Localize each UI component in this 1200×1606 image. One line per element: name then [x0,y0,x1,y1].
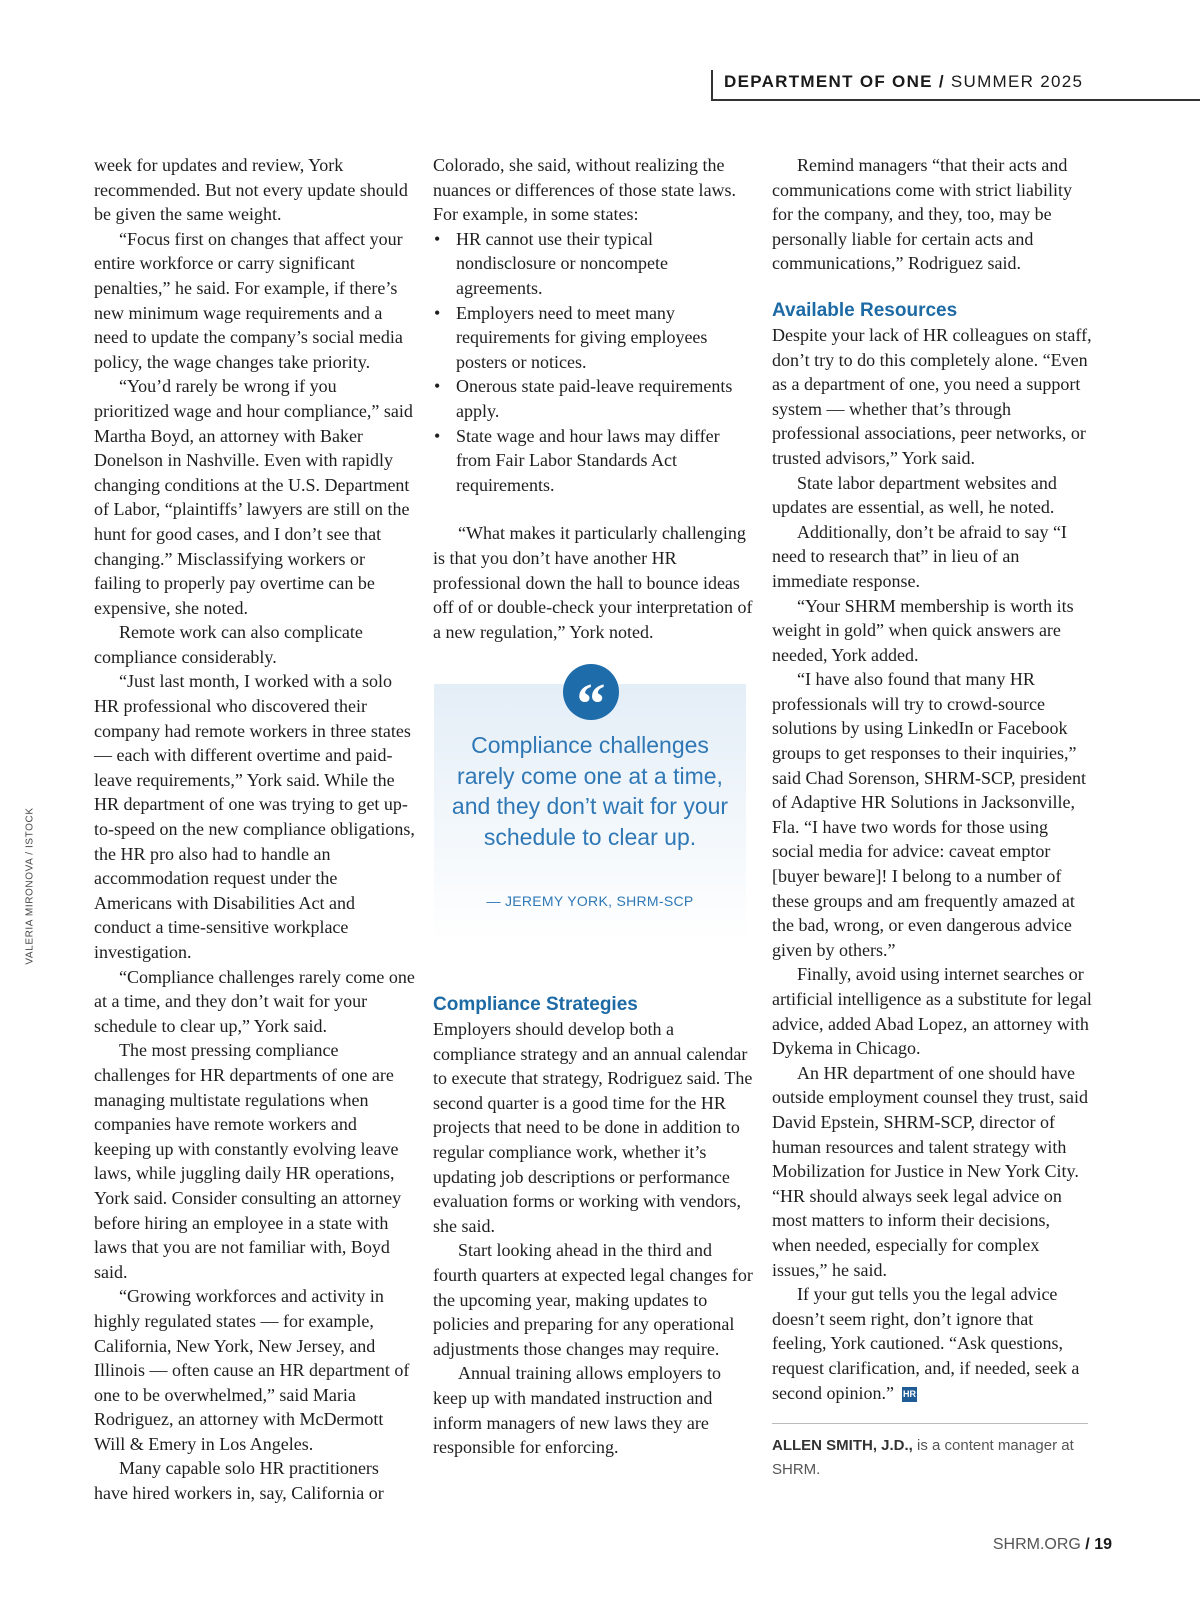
paragraph: Employers should develop both a compliance strategy and an annual calendar to execute that strategy, Rodriguez said. The second quarter is a good time for the HR projects that need to be done in addition to regular compliance work, whether it’s updating job descriptions or performance evaluation forms or working with vendors, she said. [433,1019,753,1236]
paragraph: “Growing workforces and activity in highly regulated states — for example, California, New York, New Jersey, and Illinois — often cause an HR department of one to be overwhelmed,” said Maria Rodriguez, an attorney with McDermott Will & Emery in Los Angeles. [94,1286,410,1454]
photo-credit-text: VALERIA MIRONOVA / ISTOCK [24,807,36,965]
paragraph: “I have also found that many HR professionals will try to crowd-source solutions by using LinkedIn or Facebook groups to get responses to their inquiries,” said Chad Sorenson, SHRM-SCP, president of Adaptive HR Solutions in Jacksonville, Fla. “I have two words for those using social media for advice: caveat emptor [buyer beware]! I belong to a number of these groups and am frequently amazed at the bad, wrong, or even dangerous advice given by others.” [772,669,1087,960]
paragraph: An HR department of one should have outside employment counsel they trust, said David Epstein, SHRM-SCP, director of human resources and talent strategy with Mobilization for Justice in New York City. “HR should always seek legal advice on most matters to inform their decisions, when needed, especially for complex issues,” he said. [772,1062,1088,1280]
author-bio [772,1434,1092,1482]
bio-divider [772,1423,1088,1424]
list-item: • Employers need to meet many requirements for giving employees posters or notices. [433,301,753,375]
paragraph: “Compliance challenges rarely come one at a time, and they don’t wait for your schedule to clear up,” York said. [94,966,415,1036]
section-heading: Available Resources [772,299,958,321]
article-column-3 [772,153,1092,1405]
header-divider-horizontal [711,99,1200,101]
footer-site: SHRM.ORG [992,1536,1081,1553]
paragraph: Remind managers “that their acts and communications come with strict liability for the company, and they, too, may be personally liable for certain acts and communications,” Rodriguez said. [772,155,1072,274]
article-column-1 [94,153,416,1506]
paragraph: “Focus first on changes that affect your entire workforce or carry significant penalties,” he said. For example, if there’s new minimum wage requirements and a need to update the company’s social media policy, the wage changes take priority. [94,228,403,372]
paragraph: “What makes it particularly challenging is that you don’t have another HR professional down the hall to bounce ideas off of or double-check your interpretation of a new regulation,” York noted. [433,523,753,642]
paragraph-last [772,1282,1092,1405]
paragraph: State labor department websites and updates are essential, as well, he noted. [772,472,1057,518]
list-item: • State wage and hour laws may differ from Fair Labor Standards Act requirements. [433,424,753,498]
paragraph: Colorado, she said, without realizing the nuances or differences of those state laws. For example, in some states: [433,155,737,225]
paragraph: Additionally, don’t be afraid to say “I need to research that” in lieu of an immediate response. [772,521,1067,591]
list-item: • HR cannot use their typical nondisclosure or noncompete agreements. [433,227,753,301]
footer-separator: / [1080,1536,1095,1553]
page-number: 19 [1094,1536,1112,1553]
author-description: is a content manager at SHRM. [772,1437,1074,1478]
compliance-strategies-section [433,993,753,1460]
paragraph: “You’d rarely be wrong if you prioritized wage and hour compliance,” said Martha Boyd, an attorney with Baker Donelson in Nashville. Even with rapidly changing conditions at the U.S. Department of Labor, “plaintiffs’ lawyers are still on the hunt for good cases, and I don’t see that changing.” Misclassifying workers or failing to properly pay overtime can be expensive, she noted. [94,376,413,618]
header-separator: / [932,72,951,91]
paragraph: Despite your lack of HR colleagues on staff, don’t try to do this completely alone. “Even as a department of one, you need a support system — whether that’s through professional associations, peer networks, or trusted advisors,” York said. [772,324,1092,468]
section-heading: Compliance Strategies [433,994,638,1015]
page-footer [993,1536,1112,1554]
paragraph-text: If your gut tells you the legal advice doesn’t seem right, don’t ignore that feeling, York cautioned. “Ask questions, request clarification, and, if needed, seek a second opinion.” [772,1284,1080,1403]
hr-end-mark-icon: HR [902,1387,917,1402]
author-name: ALLEN SMITH, J.D., [772,1437,913,1454]
paragraph: Annual training allows employers to keep up with mandated instruction and inform managers of new laws they are responsible for enforcing. [433,1363,721,1458]
issue-date: SUMMER 2025 [950,72,1084,91]
paragraph: Start looking ahead in the third and fourth quarters at expected legal changes for the upcoming year, making updates to policies and preparing for any operational adjustments those changes may require. [433,1240,753,1359]
paragraph: Finally, avoid using internet searches or artificial intelligence as a substitute for legal advice, added Abad Lopez, an attorney with Dykema in Chicago. [772,964,1092,1059]
header-divider-vertical [711,70,713,101]
section-name: DEPARTMENT OF ONE [724,72,933,91]
pull-quote-text: Compliance challenges rarely come one at a time, and they don’t wait for your schedule to clear up. [451,732,729,850]
paragraph: Remote work can also complicate compliance considerably. [94,622,363,667]
paragraph: “Your SHRM membership is worth its weight in gold” when quick answers are needed, York added. [772,595,1074,665]
running-header [724,72,1083,92]
paragraph: “Just last month, I worked with a solo HR professional who discovered their company had remote workers in three states — each with different overtime and paid-leave requirements,” York said. While the HR department of one was trying to get up-to-speed on the new compliance obligations, the HR pro also had to handle an accommodation request under the Americans with Disabilities Act and conduct a time-sensitive workplace investigation. [94,671,415,962]
paragraph: The most pressing compliance challenges for HR departments of one are managing multistate regulations when companies have remote workers and keeping up with constantly evolving leave laws, while juggling daily HR operations, York said. Consider consulting an attorney before hiring an employee in a state with laws that you are not familiar with, Boyd said. [94,1040,402,1282]
paragraph: Many capable solo HR practitioners have hired workers in, say, California or [94,1458,384,1504]
list-item: • Onerous state paid-leave requirements apply. [433,374,753,423]
article-column-2 [433,153,753,644]
state-requirements-list [433,227,753,498]
quote-mark-icon: “ [563,664,619,720]
paragraph: week for updates and review, York recommended. But not every update should be given the same weight. [94,155,408,225]
pull-quote-attribution: — JEREMY YORK, SHRM-SCP [486,893,694,909]
